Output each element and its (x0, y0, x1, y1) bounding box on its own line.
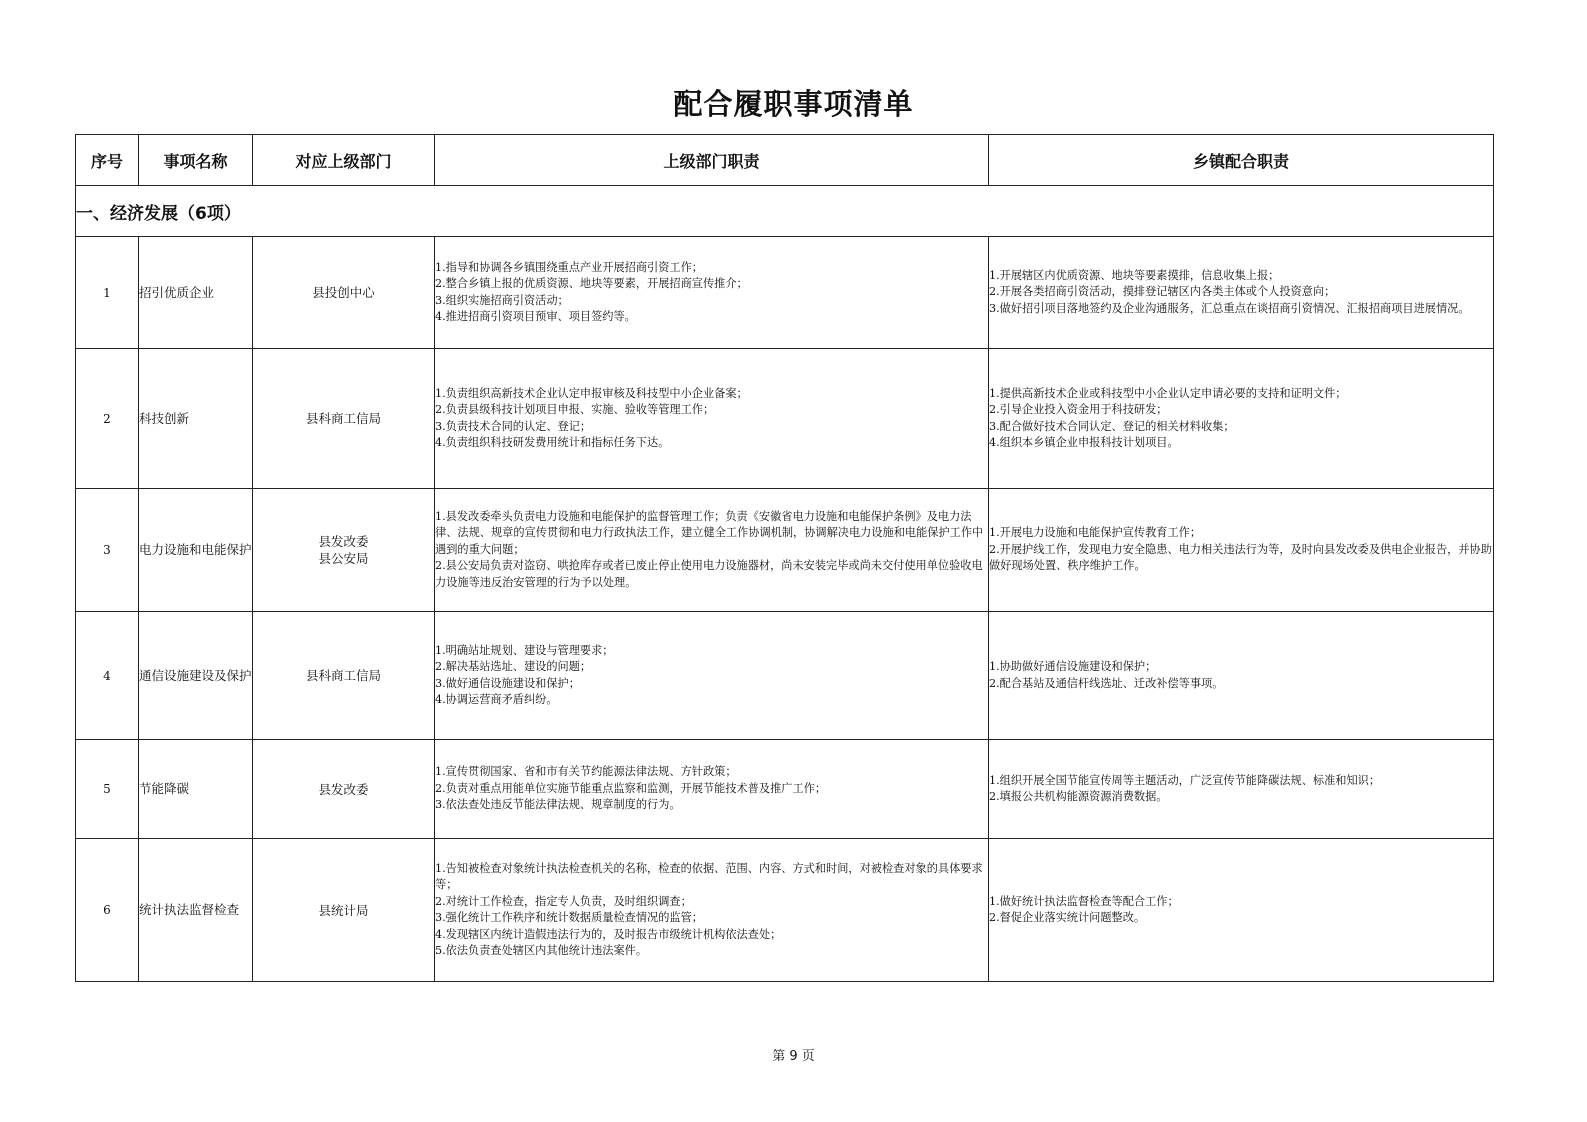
table-row (76, 237, 1494, 349)
header-upper-duty: 上级部门职责 (435, 135, 989, 186)
row-town-duty: 1.开展辖区内优质资源、地块等要素摸排，信息收集上报； 2.开展各类招商引资活动，摸排登记辖区内各类主体或个人投资意向； 3.做好招引项目落地签约及企业沟通服务，汇总重点在谈招商引资情况、汇报招商项目进展情况。 (989, 237, 1494, 349)
row-name: 节能降碳 (139, 740, 253, 839)
table-row (76, 839, 1494, 982)
row-name: 统计执法监督检查 (139, 839, 253, 982)
row-index: 5 (76, 740, 139, 839)
row-upper-duty: 1.明确站址规划、建设与管理要求； 2.解决基站选址、建设的问题； 3.做好通信设施建设和保护； 4.协调运营商矛盾纠纷。 (435, 612, 989, 740)
row-index: 2 (76, 349, 139, 489)
row-dept: 县发改委 县公安局 (253, 489, 435, 612)
row-town-duty: 1.协助做好通信设施建设和保护； 2.配合基站及通信杆线选址、迁改补偿等事项。 (989, 612, 1494, 740)
row-index: 4 (76, 612, 139, 740)
duty-table (75, 134, 1494, 982)
page-title: 配合履职事项清单 (673, 87, 914, 121)
table-row (76, 740, 1494, 839)
row-dept: 县发改委 (253, 740, 435, 839)
row-dept: 县投创中心 (253, 237, 435, 349)
row-name: 电力设施和电能保护 (139, 489, 253, 612)
row-town-duty: 1.组织开展全国节能宣传周等主题活动，广泛宣传节能降碳法规、标准和知识； 2.填报公共机构能源资源消费数据。 (989, 740, 1494, 839)
header-dept: 对应上级部门 (253, 135, 435, 186)
row-upper-duty: 1.指导和协调各乡镇围绕重点产业开展招商引资工作； 2.整合乡镇上报的优质资源、地块等要素，开展招商宣传推介； 3.组织实施招商引资活动； 4.推进招商引资项目预审、项目签约等。 (435, 237, 989, 349)
row-name: 科技创新 (139, 349, 253, 489)
row-index: 3 (76, 489, 139, 612)
page-number: 第 9 页 (772, 1049, 815, 1064)
header-index: 序号 (76, 135, 139, 186)
header-town-duty: 乡镇配合职责 (989, 135, 1494, 186)
header-row (76, 135, 1494, 186)
row-upper-duty: 1.宣传贯彻国家、省和市有关节约能源法律法规、方针政策； 2.负责对重点用能单位实施节能重点监察和监测，开展节能技术普及推广工作； 3.依法查处违反节能法律法规、规章制度的行为。 (435, 740, 989, 839)
row-upper-duty: 1.县发改委牵头负责电力设施和电能保护的监督管理工作；负责《安徽省电力设施和电能保护条例》及电力法律、法规、规章的宣传贯彻和电力行政执法工作，建立健全工作协调机制，协调解决电力设施和电能保护工作中遇到的重大问题； 2.县公安局负责对盗窃、哄抢库存或者已废止停止使用电力设施器材，尚未安装完毕或尚未交付使用单位验收电力设施等违反治安管理的行为予以处理。 (435, 489, 989, 612)
table-row (76, 612, 1494, 740)
row-name: 招引优质企业 (139, 237, 253, 349)
row-index: 1 (76, 237, 139, 349)
row-index: 6 (76, 839, 139, 982)
row-town-duty: 1.开展电力设施和电能保护宣传教育工作； 2.开展护线工作，发现电力安全隐患、电力相关违法行为等，及时向县发改委及供电企业报告，并协助做好现场处置、秩序维护工作。 (989, 489, 1494, 612)
section-row (76, 186, 1494, 237)
row-upper-duty: 1.负责组织高新技术企业认定申报审核及科技型中小企业备案； 2.负责县级科技计划项目申报、实施、验收等管理工作； 3.负责技术合同的认定、登记； 4.负责组织科技研发费用统计和指标任务下达。 (435, 349, 989, 489)
section-title: 一、经济发展（6项） (76, 186, 1494, 237)
row-name: 通信设施建设及保护 (139, 612, 253, 740)
row-dept: 县科商工信局 (253, 349, 435, 489)
table-row (76, 349, 1494, 489)
row-town-duty: 1.做好统计执法监督检查等配合工作； 2.督促企业落实统计问题整改。 (989, 839, 1494, 982)
table-row (76, 489, 1494, 612)
row-town-duty: 1.提供高新技术企业或科技型中小企业认定申请必要的支持和证明文件； 2.引导企业投入资金用于科技研发； 3.配合做好技术合同认定、登记的相关材料收集； 4.组织本乡镇企业申报科技计划项目。 (989, 349, 1494, 489)
row-upper-duty: 1.告知被检查对象统计执法检查机关的名称，检查的依据、范围、内容、方式和时间，对被检查对象的具体要求等； 2.对统计工作检查，指定专人负责，及时组织调查； 3.强化统计工作秩序和统计数据质量检查情况的监管； 4.发现辖区内统计造假违法行为的，及时报告市级统计机构依法查处； 5.依法负责查处辖区内其他统计违法案件。 (435, 839, 989, 982)
row-dept: 县统计局 (253, 839, 435, 982)
header-name: 事项名称 (139, 135, 253, 186)
row-dept: 县科商工信局 (253, 612, 435, 740)
